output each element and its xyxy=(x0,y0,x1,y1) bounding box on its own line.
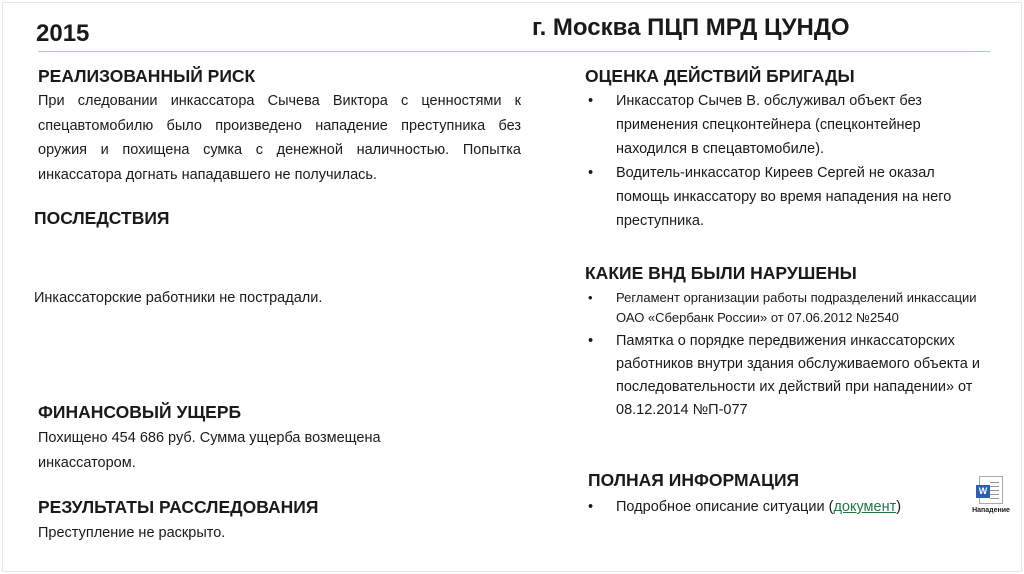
results-heading: РЕЗУЛЬТАТЫ РАССЛЕДОВАНИЯ xyxy=(38,497,319,517)
full-info-suffix: ) xyxy=(896,499,902,515)
damage-heading: ФИНАНСОВЫЙ УЩЕРБ xyxy=(38,402,242,422)
attachment-label: Нападение xyxy=(972,507,1010,514)
word-letter: W xyxy=(976,485,990,498)
full-info-list xyxy=(586,495,966,519)
document-link[interactable]: документ xyxy=(833,499,897,515)
list-item: • Регламент организации работы подразделений инкассации ОАО «Сбербанк России» от 07.06.2012 №2540 xyxy=(586,288,986,328)
damage-text: Похищено 454 686 руб. Сумма ущерба возмещена инкассатором. xyxy=(38,430,381,471)
list-item: • Инкассатор Сычев В. обслуживал объект без применения спецконтейнера (спецконтейнер находился в спецавтомобиле). xyxy=(586,89,986,161)
full-info-heading: ПОЛНАЯ ИНФОРМАЦИЯ xyxy=(588,470,800,490)
year: 2015 xyxy=(36,20,90,47)
violations-heading: КАКИЕ ВНД БЫЛИ НАРУШЕНЫ xyxy=(585,263,857,283)
list-item: • Водитель-инкассатор Киреев Сергей не оказал помощь инкассатору во время нападения на него преступника. xyxy=(586,161,986,233)
results-text: Преступление не раскрыто. xyxy=(38,525,226,541)
attachment-word-document[interactable] xyxy=(966,476,1016,514)
list-item: • Памятка о порядке передвижения инкассаторских работников внутри здания обслуживаемого объекта и последовательности их действий при нападении» от 08.12.2014 №П-077 xyxy=(586,330,1006,422)
slide-title: г. Москва ПЦП МРД ЦУНДО xyxy=(532,14,850,41)
consequences-heading: ПОСЛЕДСТВИЯ xyxy=(34,208,170,228)
risk-text: При следовании инкассатора Сычева Виктора с ценностями к спецавтомобилю было произведено нападение преступника без оружия и похищена сумка с денежной наличностью. Попытка инкассатора догнать нападавшего не получилась. xyxy=(38,93,521,183)
list-item xyxy=(586,495,966,519)
consequences-text: Инкассаторские работники не пострадали. xyxy=(34,290,323,306)
divider xyxy=(38,51,990,52)
word-document-icon xyxy=(979,476,1003,504)
risk-heading: РЕАЛИЗОВАННЫЙ РИСК xyxy=(38,66,256,86)
full-info-text: Подробное описание ситуации ( xyxy=(616,499,834,515)
assessment-heading: ОЦЕНКА ДЕЙСТВИЙ БРИГАДЫ xyxy=(585,66,855,86)
violations-list xyxy=(586,288,986,422)
assessment-list xyxy=(586,89,986,233)
